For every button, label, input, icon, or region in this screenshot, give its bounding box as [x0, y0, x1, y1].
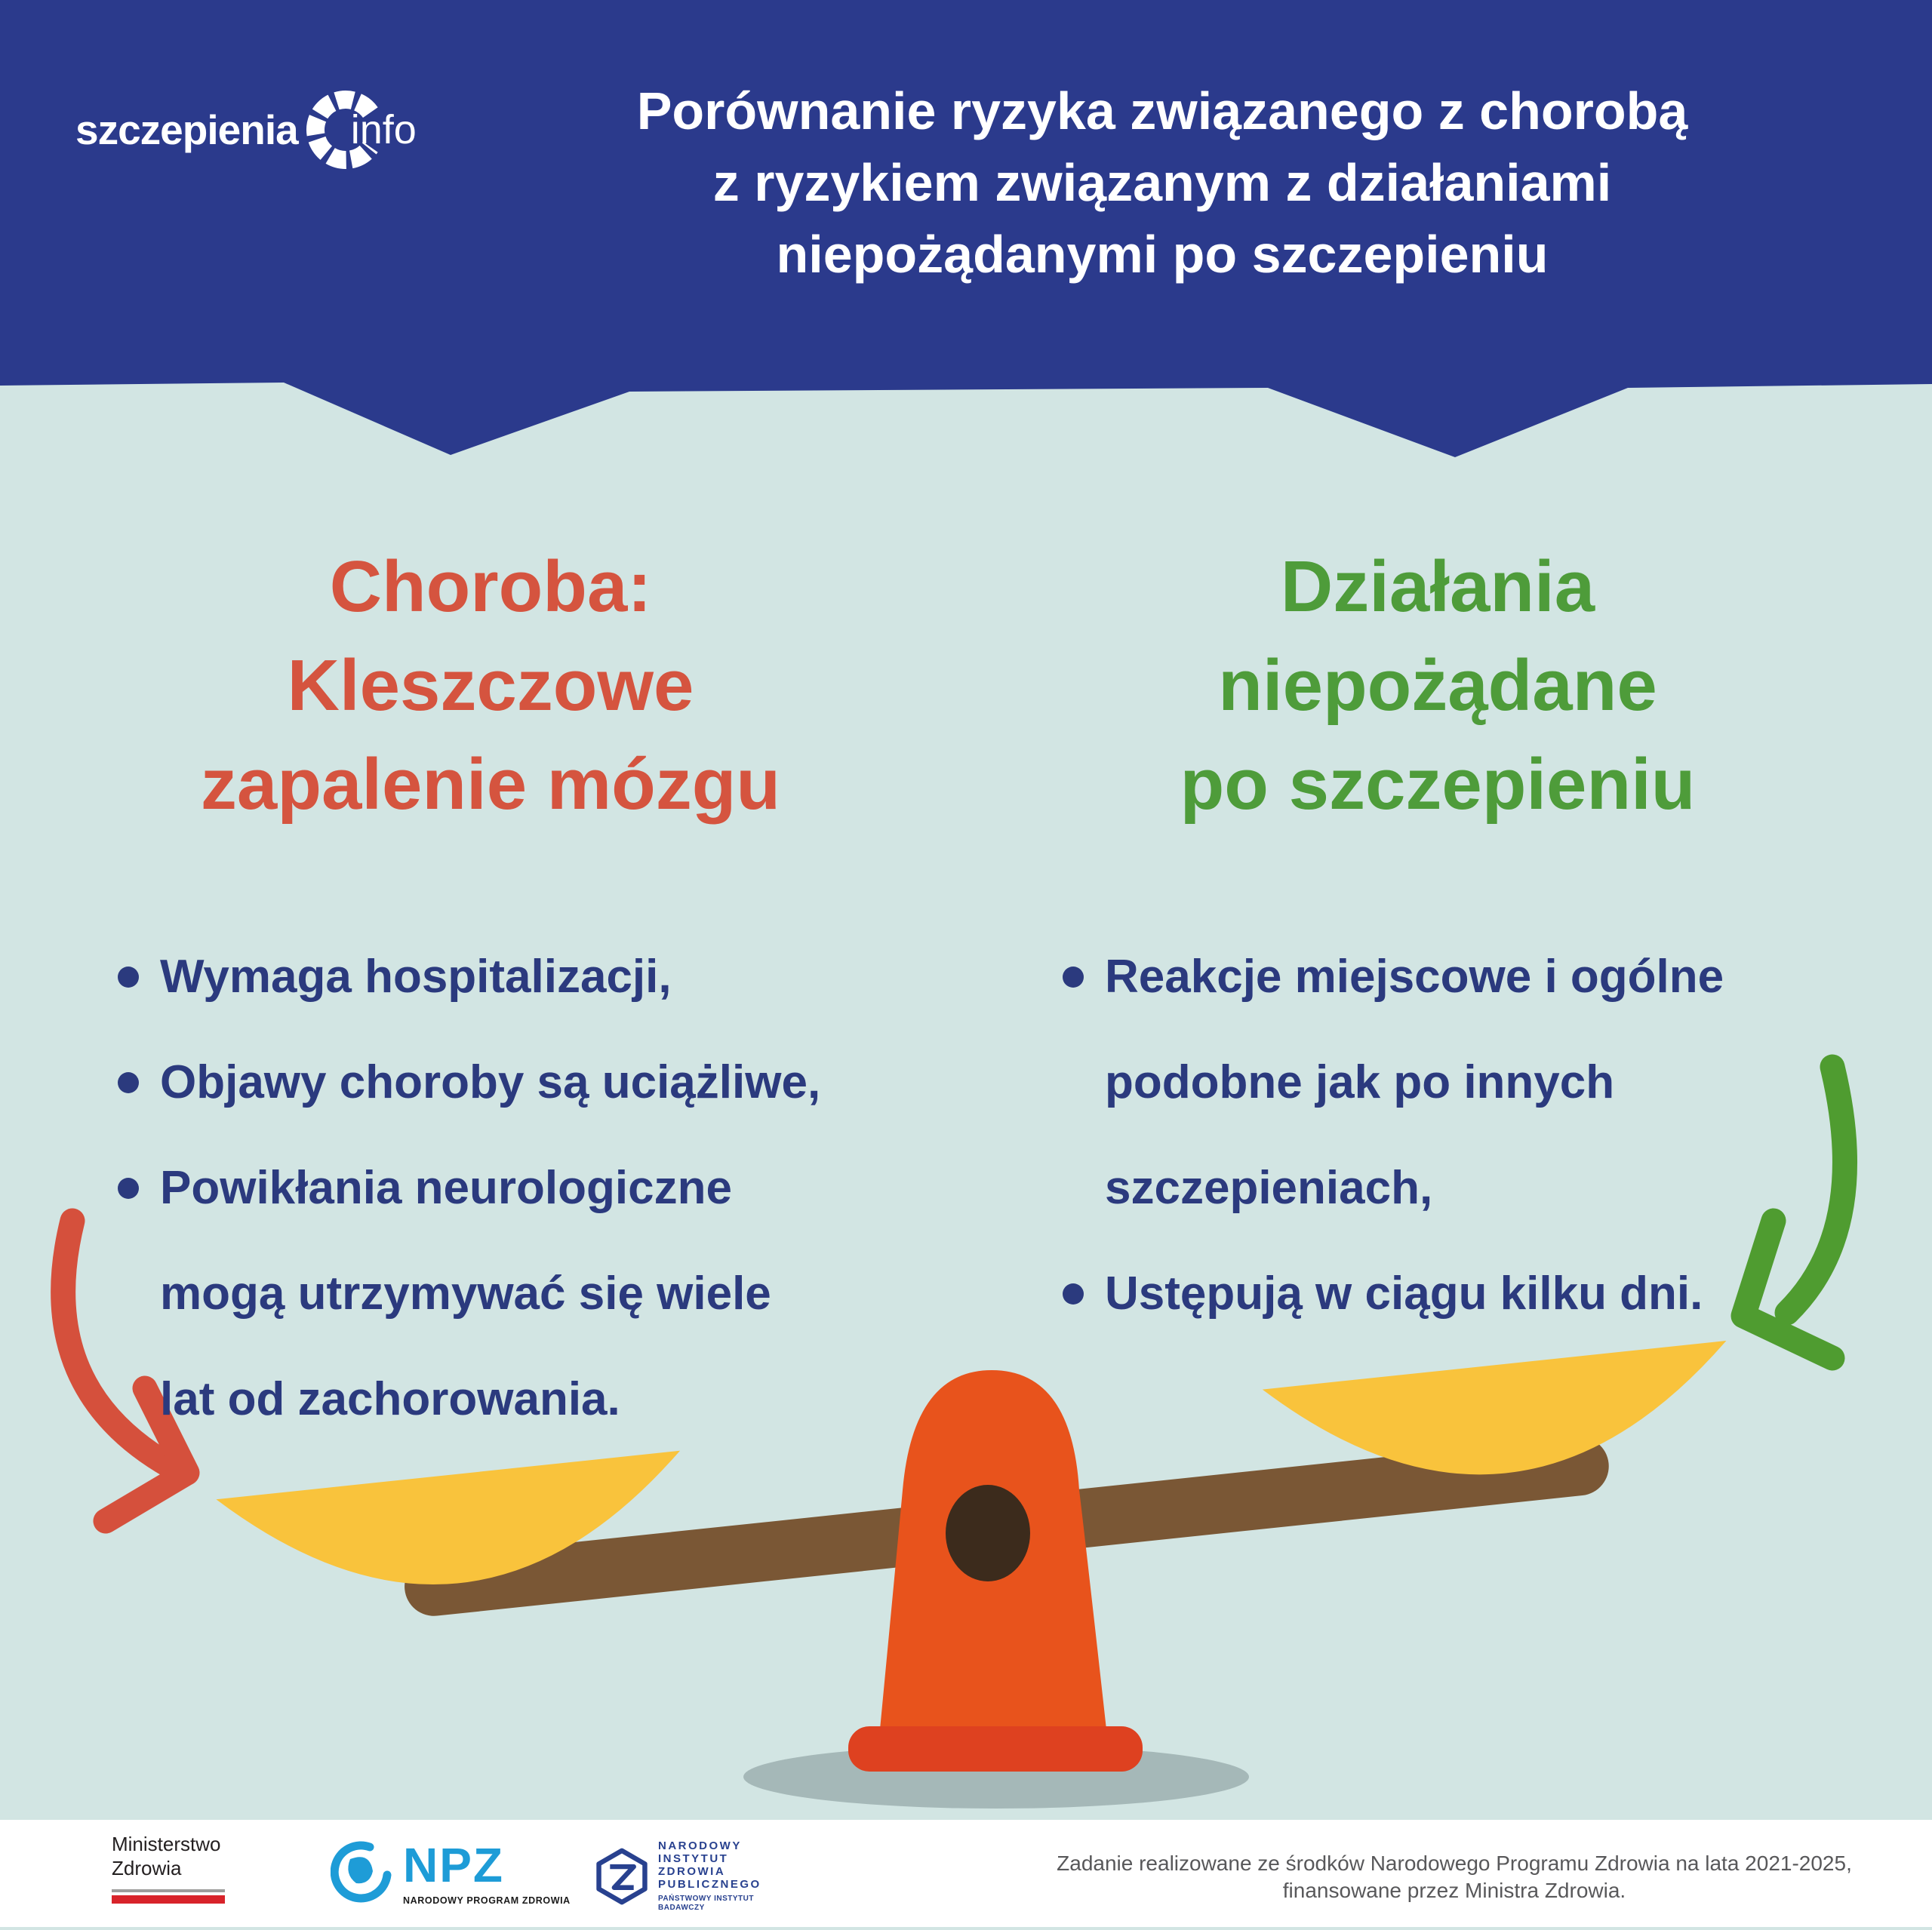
- brand-logo-suffix: info: [350, 107, 417, 152]
- pzh-name-line: ZDROWIA: [658, 1865, 726, 1878]
- bullet-line: Objawy choroby są uciążliwe,: [160, 1056, 821, 1108]
- brand-logo-text: szczepienia: [75, 106, 298, 153]
- pzh-name-line: INSTYTUT: [658, 1852, 729, 1865]
- pzh-name-line: NARODOWY: [658, 1839, 742, 1852]
- npz-tagline: NARODOWY PROGRAM ZDROWIA: [403, 1895, 571, 1906]
- npz-swoosh-icon: [331, 1841, 392, 1903]
- bullet-line: mogą utrzymywać się wiele: [160, 1268, 771, 1320]
- vaccine-heading-line: Działania: [1280, 546, 1595, 627]
- bullet-line: Wymaga hospitalizacji,: [160, 951, 672, 1003]
- npz-abbreviation: NPZ: [403, 1838, 504, 1892]
- bullet-item: [1058, 1241, 1932, 1347]
- pzh-sub-line: BADAWCZY: [658, 1904, 705, 1912]
- bullet-item: [113, 924, 989, 1030]
- pedestal-base: [848, 1726, 1143, 1772]
- bullet-item: [113, 1136, 989, 1452]
- npz-logo: [331, 1838, 571, 1906]
- vaccine-column-heading: [1064, 537, 1811, 834]
- pedestal-hole: [946, 1485, 1030, 1581]
- brand-logo: [75, 88, 417, 171]
- bullet-item: [113, 1030, 989, 1136]
- disease-bullet-list: [113, 924, 989, 1452]
- disease-heading-line: Kleszczowe: [287, 645, 694, 726]
- vaccine-bullet-list: [1058, 924, 1932, 1347]
- footer-bar: [0, 1820, 1932, 1927]
- ministry-logo-line: Ministerstwo: [112, 1833, 221, 1855]
- pzh-hexagon-icon: [595, 1846, 649, 1907]
- funding-statement: [1020, 1850, 1888, 1904]
- vaccine-heading-line: niepożądane: [1218, 645, 1657, 726]
- disease-column-heading: [113, 537, 868, 834]
- bullet-line: Ustępują w ciągu kilku dni.: [1105, 1268, 1703, 1320]
- disease-heading-line: Choroba:: [329, 546, 652, 627]
- bullet-item: [1058, 924, 1932, 1241]
- bullet-line: szczepieniach,: [1105, 1162, 1433, 1214]
- ministry-logo-line: Zdrowia: [112, 1857, 182, 1879]
- page-title-line: Porównanie ryzyka związanego z chorobą: [636, 81, 1688, 140]
- pzh-institute-logo: [595, 1839, 761, 1913]
- bullet-line: Powikłania neurologiczne: [160, 1162, 732, 1214]
- bullet-line: podobne jak po innych: [1105, 1056, 1615, 1108]
- bullet-line: lat od zachorowania.: [160, 1373, 620, 1425]
- page-title-line: z ryzykiem związanym z działaniami: [712, 153, 1612, 212]
- pzh-sub-line: PAŃSTWOWY INSTYTUT: [658, 1895, 754, 1903]
- disease-heading-line: zapalenie mózgu: [200, 744, 781, 825]
- poland-flag-icon: [112, 1889, 225, 1904]
- funding-statement-line: finansowane przez Ministra Zdrowia.: [1282, 1879, 1626, 1902]
- ministry-of-health-logo: [112, 1832, 225, 1904]
- page-title: [558, 75, 1766, 290]
- pzh-name-line: PUBLICZNEGO: [658, 1878, 761, 1891]
- page-title-line: niepożądanymi po szczepieniu: [776, 225, 1549, 284]
- vaccine-heading-line: po szczepieniu: [1180, 744, 1696, 825]
- bullet-line: Reakcje miejscowe i ogólne: [1105, 951, 1724, 1003]
- funding-statement-line: Zadanie realizowane ze środków Narodowego Programu Zdrowia na lata 2021-2025,: [1057, 1852, 1852, 1875]
